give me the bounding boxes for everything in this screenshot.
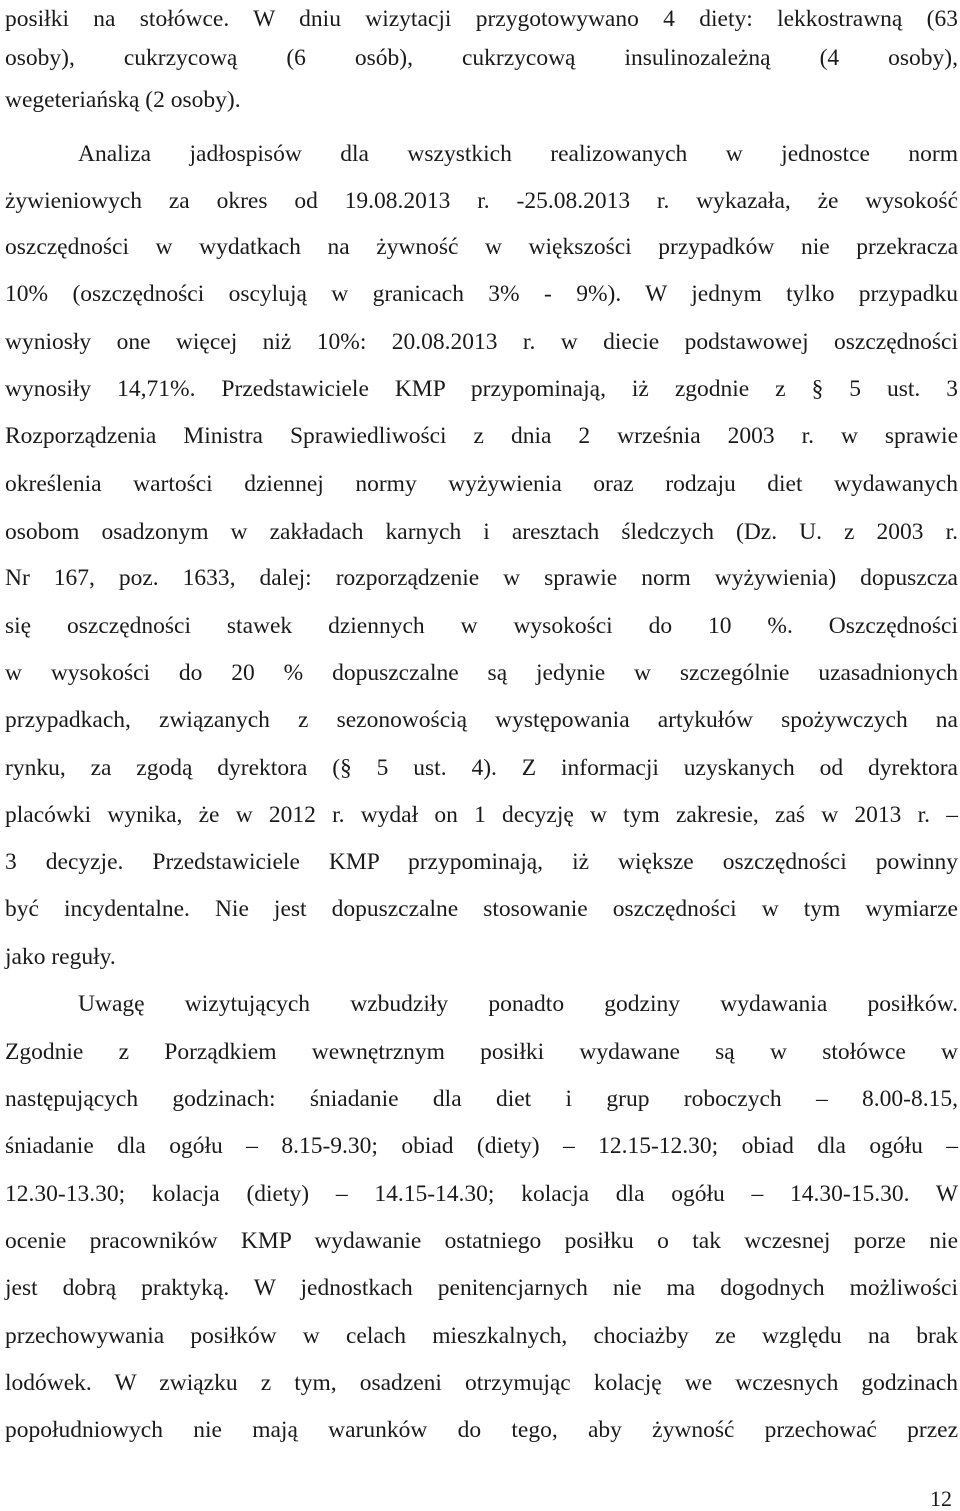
text-line: w wysokości do 20 % dopuszczalne są jedynie w szczególnie uzasadnionych [5,660,958,686]
text-line: następujących godzinach: śniadanie dla diet i grup roboczych – 8.00-8.15, [5,1086,958,1112]
text-line: Uwagę wizytujących wzbudziły ponadto godziny wydawania posiłków. [78,991,958,1017]
text-line: 3 decyzje. Przedstawiciele KMP przypominają, iż większe oszczędności powinny [5,849,958,875]
text-line: Nr 167, poz. 1633, dalej: rozporządzenie w sprawie norm wyżywienia) dopuszcza [5,565,958,591]
text-line: oszczędności w wydatkach na żywność w większości przypadków nie przekracza [5,234,958,260]
text-line: Zgodnie z Porządkiem wewnętrznym posiłki wydawane są w stołówce w [5,1039,958,1065]
text-line: wynosiły 14,71%. Przedstawiciele KMP przypominają, iż zgodnie z § 5 ust. 3 [5,376,958,402]
text-line: 10% (oszczędności oscylują w granicach 3% - 9%). W jednym tylko przypadku [5,281,958,307]
text-line: przechowywania posiłków w celach mieszkalnych, chociażby ze względu na brak [5,1323,958,1349]
text-line: śniadanie dla ogółu – 8.15-9.30; obiad (diety) – 12.15-12.30; obiad dla ogółu – [5,1133,958,1159]
text-line: 12.30-13.30; kolacja (diety) – 14.15-14.30; kolacja dla ogółu – 14.30-15.30. W [5,1181,958,1207]
text-line: popołudniowych nie mają warunków do tego, aby żywność przechować przez [5,1417,958,1443]
text-line: jako reguły. [5,944,116,970]
text-line: przypadkach, związanych z sezonowością występowania artykułów spożywczych na [5,707,958,733]
text-line: Rozporządzenia Ministra Sprawiedliwości z dnia 2 września 2003 r. w sprawie [5,423,958,449]
text-line: żywieniowych za okres od 19.08.2013 r. -25.08.2013 r. wykazała, że wysokość [5,188,958,214]
text-line: placówki wynika, że w 2012 r. wydał on 1 decyzję w tym zakresie, zaś w 2013 r. – [5,802,958,828]
text-line: jest dobrą praktyką. W jednostkach penitencjarnych nie ma dogodnych możliwości [5,1275,958,1301]
text-line: Analiza jadłospisów dla wszystkich realizowanych w jednostce norm [78,141,958,167]
text-line: osobom osadzonym w zakładach karnych i aresztach śledczych (Dz. U. z 2003 r. [5,519,958,545]
text-line: ocenie pracowników KMP wydawanie ostatniego posiłku o tak wczesnej porze nie [5,1228,958,1254]
text-line: posiłki na stołówce. W dniu wizytacji przygotowywano 4 diety: lekkostrawną (63 [5,6,958,32]
text-line: wegeteriańską (2 osoby). [5,87,241,113]
text-line: określenia wartości dziennej normy wyżywienia oraz rodzaju diet wydawanych [5,471,958,497]
text-line: lodówek. W związku z tym, osadzeni otrzymując kolację we wczesnych godzinach [5,1370,958,1396]
text-line: osoby), cukrzycową (6 osób), cukrzycową insulinozależną (4 osoby), [5,45,958,71]
text-line: wyniosły one więcej niż 10%: 20.08.2013 r. w diecie podstawowej oszczędności [5,329,958,355]
page-number: 12 [930,1486,952,1511]
text-line: rynku, za zgodą dyrektora (§ 5 ust. 4). Z informacji uzyskanych od dyrektora [5,755,958,781]
text-line: się oszczędności stawek dziennych w wysokości do 10 %. Oszczędności [5,613,958,639]
text-line: być incydentalne. Nie jest dopuszczalne stosowanie oszczędności w tym wymiarze [5,896,958,922]
